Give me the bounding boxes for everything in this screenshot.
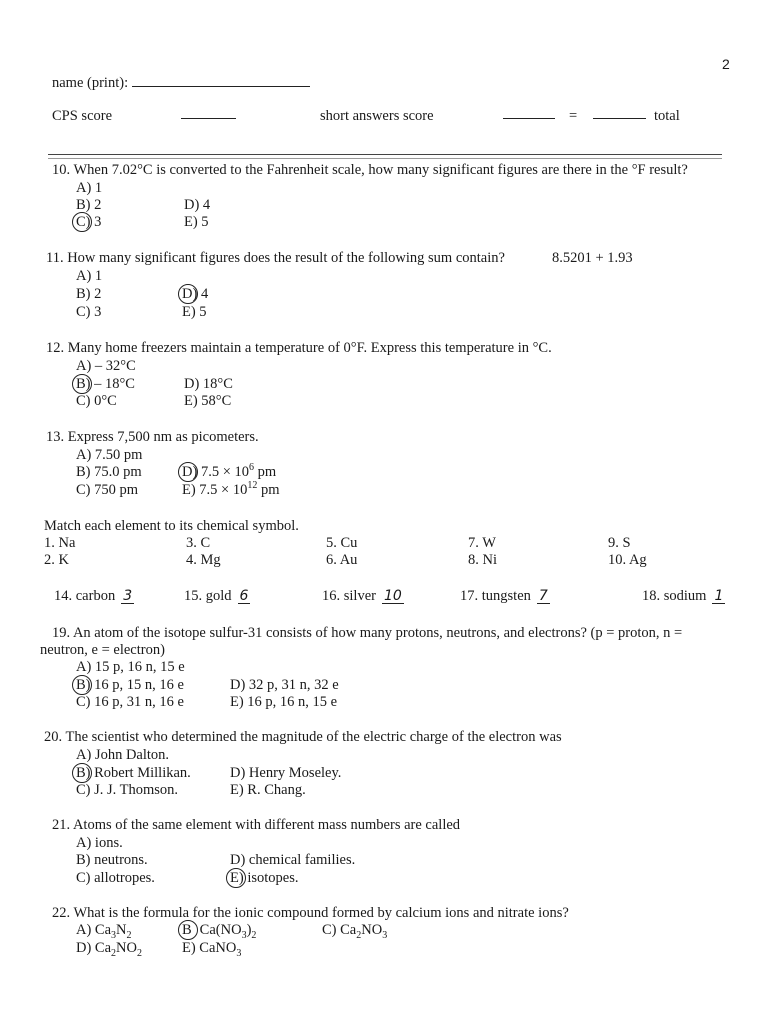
cps-score-blank[interactable]	[181, 106, 236, 119]
symbol-item: 2. K	[44, 552, 69, 568]
q21-option-e-text: ) isotopes.	[238, 870, 299, 886]
q20-option-b-text: ) Robert Millikan.	[85, 765, 191, 781]
q11-text: 11. How many significant figures does the result of the following sum contain?	[46, 250, 505, 266]
q10-option-b: B) 2	[76, 197, 102, 213]
q12-option-c: C) 0°C	[76, 393, 117, 409]
q11-expression: 8.5201 + 1.93	[552, 250, 633, 266]
match-item-tungsten	[460, 588, 550, 604]
q13-text: 13. Express 7,500 nm as picometers.	[46, 429, 259, 445]
q22-option-e	[182, 940, 242, 959]
header-divider	[48, 154, 722, 155]
q10-option-c-text: ) 3	[85, 214, 102, 230]
q11-option-b: B) 2	[76, 286, 102, 302]
q19-answer-circle: B	[76, 677, 86, 693]
q20-option-c: C) J. J. Thomson.	[76, 782, 179, 798]
q20-text: 20. The scientist who determined the magnitude of the electric charge of the electron was	[44, 729, 562, 745]
q13-option-e-exponent: 12	[247, 480, 258, 492]
q13-option-b: B) 75.0 pm	[76, 464, 142, 480]
q21-text: 21. Atoms of the same element with different mass numbers are called	[52, 817, 461, 833]
q13-option-d	[182, 464, 276, 480]
q13-option-d-exponent: 6	[249, 462, 254, 474]
total-label: total	[654, 108, 680, 124]
q19-option-b-text: ) 16 p, 15 n, 16 e	[85, 677, 184, 693]
equals-sign: =	[569, 108, 578, 124]
symbol-item: 3. C	[186, 535, 211, 551]
q21-option-e	[230, 870, 298, 886]
match-answer-handwritten: 7	[538, 588, 548, 604]
q22-answer-circle: B	[182, 922, 192, 938]
match-answer-handwritten: 3	[123, 588, 133, 604]
q11-option-c: C) 3	[76, 304, 102, 320]
q13-option-e-unit: pm	[257, 482, 280, 498]
q22-text: 22. What is the formula for the ionic compound formed by calcium ions and nitrate ions?	[52, 905, 569, 921]
match-answer-handwritten: 1	[714, 588, 724, 604]
short-answers-blank[interactable]	[503, 106, 555, 119]
q13-option-d-base: ) 7.5 × 10	[192, 464, 249, 480]
q10-option-c	[76, 214, 101, 230]
q12-answer-circle: B	[76, 376, 86, 392]
q22-option-a	[76, 922, 132, 941]
q19-text-line1: 19. An atom of the isotope sulfur-31 consists of how many protons, neutrons, and electrons? (p = proton, n =	[52, 625, 683, 641]
match-intro: Match each element to its chemical symbol.	[44, 518, 299, 534]
q21-option-a: A) ions.	[76, 835, 123, 851]
q22-option-b-text: $Ca(NO_3)_2$	[199, 922, 257, 941]
q21-option-d: D) chemical families.	[230, 852, 356, 868]
q13-option-e	[182, 482, 280, 498]
q11-option-d-text: ) 4	[192, 286, 209, 302]
q19-option-a: A) 15 p, 16 n, 15 e	[76, 659, 185, 675]
q10-text: 10. When 7.02°C is converted to the Fahrenheit scale, how many significant figures are there in the °F result?	[52, 162, 688, 178]
q21-answer-circle: E	[230, 870, 239, 886]
match-item-gold	[184, 588, 250, 604]
q13-option-d-unit: pm	[254, 464, 277, 480]
q19-option-b	[76, 677, 184, 693]
q11-option-e: E) 5	[182, 304, 207, 320]
match-item-label: 15. gold	[184, 588, 232, 604]
q10-option-e: E) 5	[184, 214, 209, 230]
q20-option-d: D) Henry Moseley.	[230, 765, 342, 781]
q19-text-line2: neutron, e = electron)	[40, 642, 165, 658]
page-number: 2	[722, 56, 730, 72]
symbol-item: 8. Ni	[468, 552, 497, 568]
q12-option-b-text: ) – 18°C	[85, 376, 135, 392]
symbol-item: 9. S	[608, 535, 631, 551]
q12-option-d: D) 18°C	[184, 376, 233, 392]
q20-option-e: E) R. Chang.	[230, 782, 306, 798]
symbol-item: 6. Au	[326, 552, 358, 568]
q22-option-e-text: E) CaNO$_3$	[182, 940, 242, 959]
q21-option-c: C) allotropes.	[76, 870, 155, 886]
name-blank[interactable]	[132, 74, 310, 87]
q22-option-b	[182, 922, 257, 941]
q13-answer-circle: D	[182, 464, 193, 480]
symbol-item: 1. Na	[44, 535, 76, 551]
match-item-label: 18. sodium	[642, 588, 707, 604]
q12-option-b	[76, 376, 135, 392]
match-item-sodium	[642, 588, 725, 604]
q13-option-c: C) 750 pm	[76, 482, 139, 498]
q19-option-e: E) 16 p, 16 n, 15 e	[230, 694, 338, 710]
symbol-item: 7. W	[468, 535, 496, 551]
q22-option-c-text: C) $Ca_2NO_3$	[322, 922, 388, 941]
q22-option-d	[76, 940, 142, 959]
q13-option-e-base: E) 7.5 × 10	[182, 482, 248, 498]
q20-answer-circle: B	[76, 765, 86, 781]
header-divider-faint	[48, 158, 722, 159]
q10-option-a: A) 1	[76, 180, 103, 196]
cps-score-label: CPS score	[52, 108, 113, 124]
q13-option-a: A) 7.50 pm	[76, 447, 143, 463]
q12-option-e: E) 58°C	[184, 393, 232, 409]
symbol-item: 4. Mg	[186, 552, 221, 568]
q21-option-b: B) neutrons.	[76, 852, 148, 868]
q10-option-d: D) 4	[184, 197, 211, 213]
match-answer-handwritten: 6	[239, 588, 249, 604]
match-item-label: 14. carbon	[54, 588, 116, 604]
q22-option-a-text: A) $Ca_3N_2$	[76, 922, 132, 941]
q19-option-d: D) 32 p, 31 n, 32 e	[230, 677, 339, 693]
q20-option-a: A) John Dalton.	[76, 747, 170, 763]
q20-option-b	[76, 765, 191, 781]
match-item-label: 16. silver	[322, 588, 376, 604]
q10-answer-circle: C	[76, 214, 86, 230]
q12-text: 12. Many home freezers maintain a temperature of 0°F. Express this temperature in °C.	[46, 340, 552, 356]
q11-option-d	[182, 286, 208, 302]
match-item-silver	[322, 588, 404, 604]
q19-option-c: C) 16 p, 31 n, 16 e	[76, 694, 184, 710]
name-label	[52, 74, 310, 91]
q22-option-c	[322, 922, 388, 941]
match-item-carbon	[54, 588, 134, 604]
short-answers-label: short answers score	[320, 108, 434, 124]
q11-option-a: A) 1	[76, 268, 103, 284]
total-blank[interactable]	[593, 106, 646, 119]
symbol-item: 10. Ag	[608, 552, 647, 568]
q12-option-a: A) – 32°C	[76, 358, 136, 374]
name-label-text: name (print):	[52, 75, 129, 91]
symbol-item: 5. Cu	[326, 535, 358, 551]
q11-answer-circle: D	[182, 286, 193, 302]
q22-option-d-text: D) $Ca_2NO_2$	[76, 940, 142, 959]
match-answer-handwritten: 10	[383, 588, 402, 604]
match-item-label: 17. tungsten	[460, 588, 531, 604]
